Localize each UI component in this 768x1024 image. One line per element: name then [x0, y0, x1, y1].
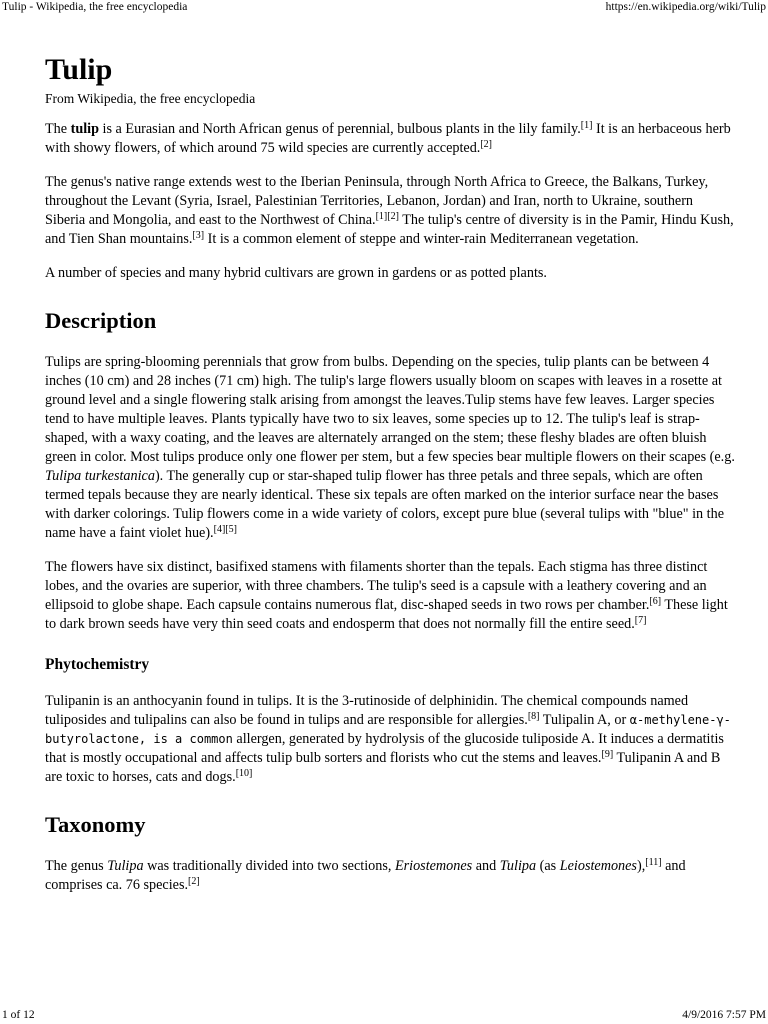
- citation-link[interactable]: [1]: [580, 120, 593, 131]
- page-title: Tulip: [45, 53, 113, 86]
- text-run: ),: [636, 858, 646, 874]
- print-footer: [0, 1008, 768, 1022]
- text-run: The genus's native range extends west to the Iberian Peninsula, through North Africa to Greece, the Balkans, Turkey, throughout the Levant (Syria, Israel, Palestinian Territories, Lebanon, Jordan) and Iran, north to Ukraine, southern Siberia and Mongolia, and east to the Northwest of China.: [45, 174, 709, 228]
- citation-link[interactable]: [3]: [192, 230, 205, 241]
- text-run: was traditionally divided into two sections,: [143, 858, 395, 874]
- citation-link[interactable]: [2]: [188, 876, 200, 887]
- text-run: Tulipalin A, or: [539, 712, 630, 728]
- citation-link[interactable]: [1][2]: [375, 211, 399, 222]
- citation-link[interactable]: [8]: [527, 711, 540, 722]
- section-heading-taxonomy: Taxonomy: [45, 812, 146, 837]
- italic-term: Tulipa turkestanica: [45, 468, 155, 484]
- print-timestamp: 4/9/2016 7:57 PM: [682, 1009, 766, 1021]
- text-run: The: [45, 121, 71, 137]
- print-header-url: https://en.wikipedia.org/wiki/Tulip: [605, 1, 766, 13]
- phytochemistry-paragraph: [45, 692, 735, 787]
- text-run: It is a common element of steppe and winter-rain Mediterranean vegetation.: [204, 231, 639, 247]
- citation-link[interactable]: [7]: [634, 615, 647, 626]
- print-header-title: Tulip - Wikipedia, the free encyclopedia: [2, 1, 188, 13]
- site-tagline: From Wikipedia, the free encyclopedia: [45, 91, 256, 106]
- text-run: is a Eurasian and North African genus of perennial, bulbous plants in the lily family.: [99, 121, 581, 137]
- article-body: [45, 50, 735, 910]
- text-run: The flowers have six distinct, basifixed stamens with filaments shorter than the tepals. Each stigma has three distinct lobes, and the ovaries are superior, with three chambers. The tulip's seed is a capsule with a leathery covering and an ellipsoid to globe shape. Each capsule contains numerous flat, disc-shaped seeds in two rows per chamber.: [45, 559, 708, 613]
- text-run: allergen, generated by hydrolysis of the glucoside tuliposide A. It induces a dermatitis that is mostly occupational and affects tulip bulb sorters and florists who cut the stems and leaves.: [45, 731, 724, 766]
- italic-term: Eriostemones: [394, 858, 473, 874]
- taxonomy-paragraph: [45, 857, 735, 895]
- text-run: These light to dark brown seeds have very thin seed coats and endosperm that does not normally fill the entire seed.: [45, 597, 728, 632]
- intro-paragraph-1: [45, 120, 735, 158]
- text-run: A number of species and many hybrid cultivars are grown in gardens or as potted plants.: [45, 265, 547, 281]
- text-run: Tulipanin is an anthocyanin found in tulips. It is the 3-rutinoside of delphinidin. The chemical compounds named tuliposides and tulipalins can also be found in tulips and are responsible for allergies.: [45, 693, 689, 728]
- italic-term: Tulipa: [107, 858, 144, 874]
- italic-term: Tulipa: [499, 858, 537, 874]
- intro-paragraph-2: [45, 173, 735, 249]
- text-run: and: [472, 858, 500, 874]
- description-paragraph-1: [45, 353, 735, 543]
- bold-term: tulip: [70, 121, 99, 137]
- italic-term: Leiostemones: [559, 858, 637, 874]
- text-run: ). The generally cup or star-shaped tulip flower has three petals and three sepals, which are often termed tepals because they are nearly identical. These six tepals are often marked on the interior surface near the bases with darker colorings. Tulip flowers come in a wide variety of colors, except pure blue (several tulips with "blue" in the name have a faint violet hue).: [45, 468, 725, 541]
- page-counter: 1 of 12: [2, 1009, 35, 1021]
- text-run: Tulipanin A and B are toxic to horses, cats and dogs.: [45, 750, 721, 785]
- citation-link[interactable]: [6]: [649, 596, 662, 607]
- text-run: Tulips are spring-blooming perennials that grow from bulbs. Depending on the species, tulip plants can be between 4 inches (10 cm) and 28 inches (71 cm) high. The tulip's large flowers usually bloom on scapes with leaves in a rosette at ground level and a single flowering stalk arising from amongst the leaves.Tulip stems have few leaves. Larger species tend to have multiple leaves. Plants typically have two to six leaves, some species up to 12. The tulip's leaf is strap-shaped, with a waxy coating, and the leaves are alternately arranged on the stem; these fleshy blades are often bluish green in color. Most tulips produce only one flower per stem, but a few species bear multiple flowers on their scapes (e.g.: [45, 354, 735, 465]
- subsection-heading-phytochemistry: Phytochemistry: [45, 656, 150, 673]
- citation-link[interactable]: [4][5]: [213, 524, 237, 535]
- print-header: [0, 0, 768, 14]
- text-run: and comprises ca. 76 species.: [45, 858, 686, 893]
- intro-paragraph-3: [45, 264, 735, 283]
- text-run: The tulip's centre of diversity is in the Pamir, Hindu Kush, and Tien Shan mountains.: [45, 212, 734, 247]
- chemical-name: α-methylene-γ-butyrolactone, is a common: [45, 713, 731, 746]
- citation-link[interactable]: [9]: [601, 749, 614, 760]
- citation-link[interactable]: [11]: [645, 857, 662, 868]
- text-run: (as: [536, 858, 560, 874]
- citation-link[interactable]: [2]: [480, 139, 493, 150]
- citation-link[interactable]: [10]: [235, 768, 253, 779]
- description-paragraph-2: [45, 558, 735, 634]
- text-run: The genus: [45, 858, 108, 874]
- text-run: It is an herbaceous herb with showy flowers, of which around 75 wild species are currently accepted.: [45, 121, 731, 156]
- section-heading-description: Description: [45, 308, 157, 333]
